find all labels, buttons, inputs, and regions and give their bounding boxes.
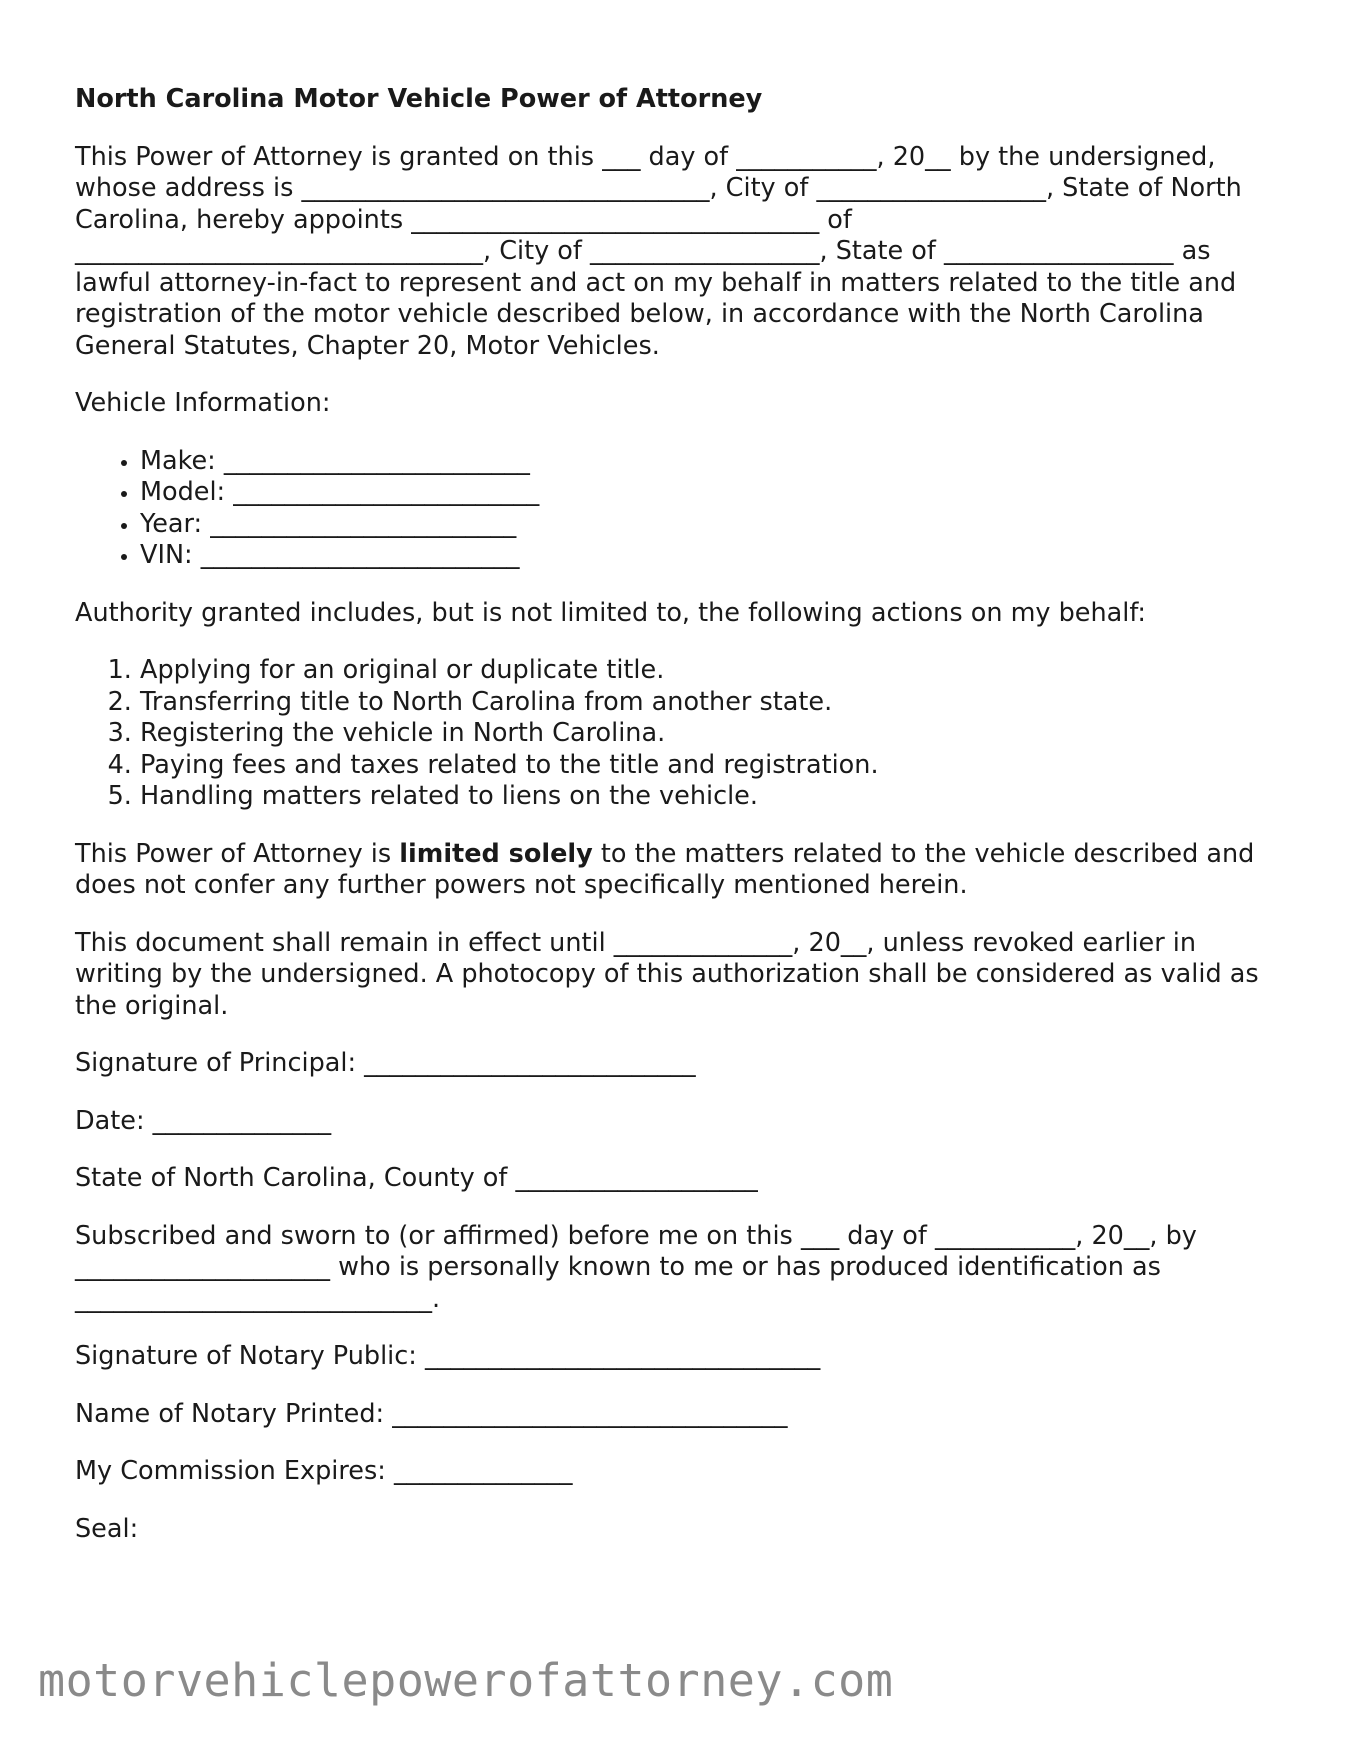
effect-paragraph: This document shall remain in effect until ______________, 20__, unless revoked earlier in writing by the undersigned. A photocopy of this authorization shall be considered as valid as the original.: [75, 927, 1259, 1021]
limitation-text-before: This Power of Attorney is: [75, 838, 400, 869]
limitation-emphasis: limited solely: [399, 838, 593, 869]
limitation-text-after: to the matters related to the vehicle described and does not confer any further powers not specifically mentioned herein.: [75, 838, 1255, 900]
vehicle-make-field: • Make: ________________________: [140, 446, 1275, 478]
document-title: North Carolina Motor Vehicle Power of Attorney: [75, 84, 763, 114]
limitation-paragraph: [75, 839, 1275, 902]
authority-item: 4. Paying fees and taxes related to the title and registration.: [140, 750, 1275, 782]
vehicle-info-heading: Vehicle Information:: [75, 388, 331, 418]
authority-list: [75, 655, 1275, 813]
notary-name-line: Name of Notary Printed: _______________________________: [75, 1398, 788, 1429]
principal-signature-line: Signature of Principal: __________________________: [75, 1048, 696, 1078]
authority-item: 2. Transferring title to North Carolina from another state.: [140, 687, 1275, 719]
vehicle-model-field: • Model: ________________________: [140, 477, 1275, 509]
vehicle-year-field: • Year: ________________________: [140, 509, 1275, 541]
commission-expiry-line: My Commission Expires: ______________: [75, 1456, 573, 1486]
vehicle-info-list: [75, 446, 1275, 572]
vehicle-vin-field: • VIN: _________________________: [140, 540, 1275, 572]
authority-heading: Authority granted includes, but is not limited to, the following actions on my behalf:: [75, 597, 1147, 628]
county-line: State of North Carolina, County of ___________________: [75, 1163, 758, 1193]
document-page: [75, 84, 1275, 1571]
date-line: Date: ______________: [75, 1105, 332, 1136]
authority-item: 5. Handling matters related to liens on the vehicle.: [140, 781, 1275, 813]
authority-item: 1. Applying for an original or duplicate title.: [140, 655, 1275, 687]
site-watermark: motorvehiclepowerofattorney.com: [38, 1654, 894, 1707]
notary-statement: Subscribed and sworn to (or affirmed) before me on this ___ day of ___________, 20__, by ____________________ who is personally known to me or has produced identification as ____________________________.: [75, 1220, 1197, 1314]
authority-item: 3. Registering the vehicle in North Carolina.: [140, 718, 1275, 750]
intro-paragraph: This Power of Attorney is granted on this ___ day of ___________, 20__ by the undersigned, whose address is ________________________________, City of __________________, State of North Carolina, hereby appoints ________________________________ of ________________________________, City of __________________, State of __________________ as lawful attorney-in-fact to represent and act on my behalf in matters related to the title and registration of the motor vehicle described below, in accordance with the North Carolina General Statutes, Chapter 20, Motor Vehicles.: [75, 141, 1242, 361]
seal-label: Seal:: [75, 1513, 139, 1544]
notary-signature-line: Signature of Notary Public: _______________________________: [75, 1341, 821, 1371]
